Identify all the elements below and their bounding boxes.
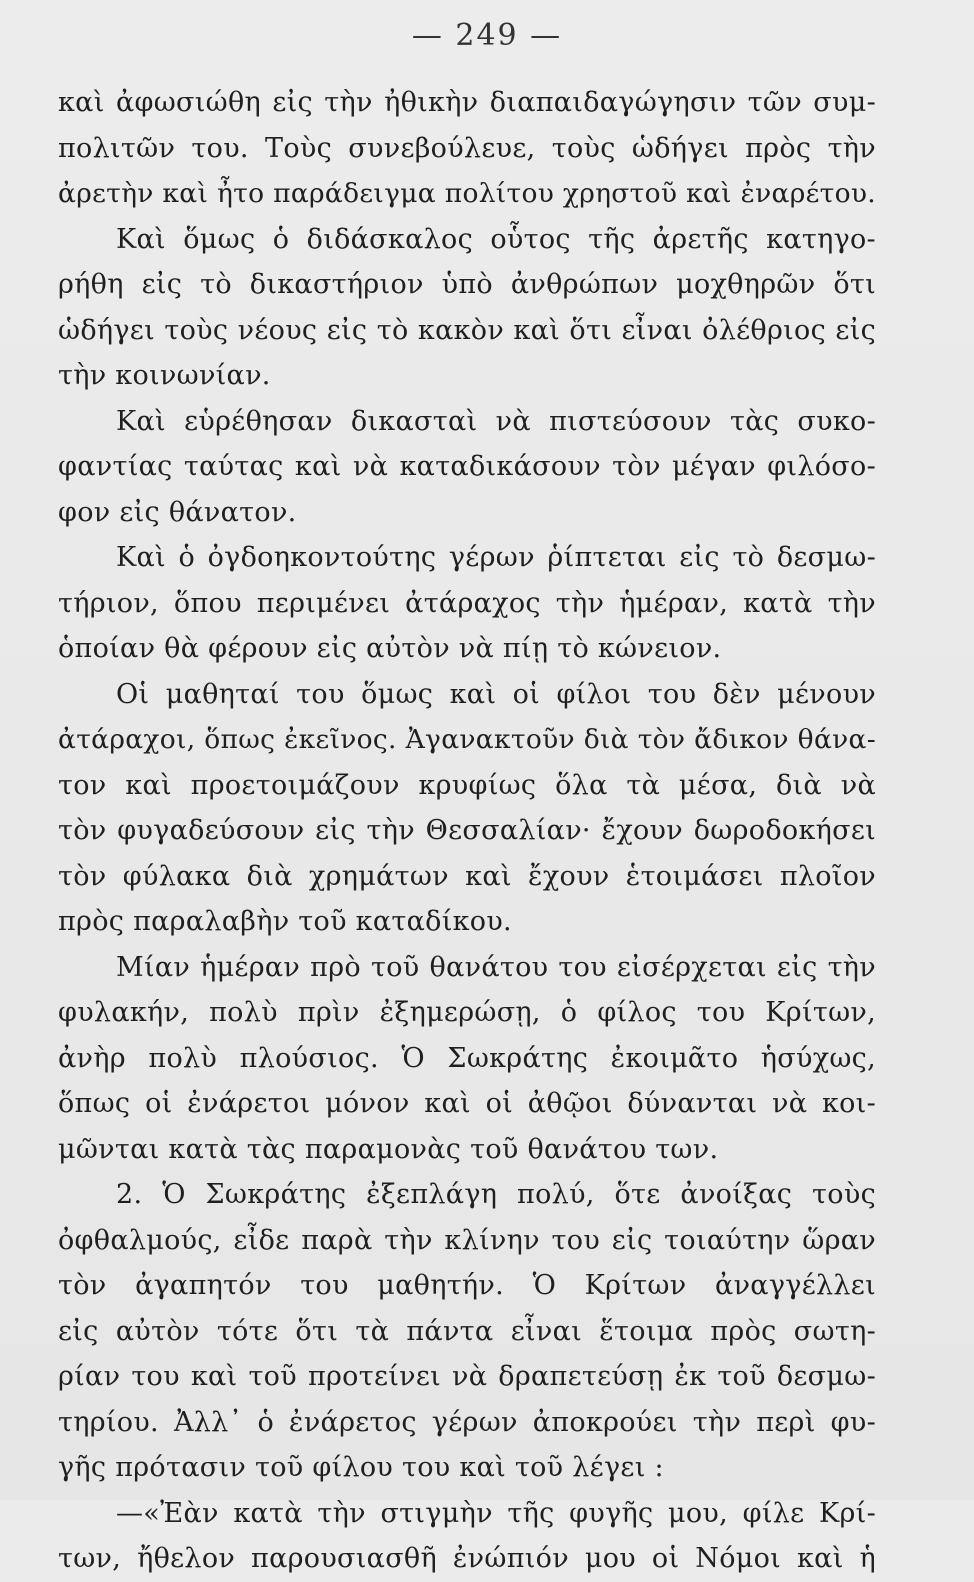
text-line: φυλακήν, πολὺ πρὶν ἐξημερώσῃ, ὁ φίλος του Κρίτων, bbox=[58, 997, 876, 1028]
text-line: Μίαν ἡμέραν πρὸ τοῦ θανάτου του εἰσέρχεται εἰς τὴν bbox=[116, 951, 876, 983]
text-line: τὴν κοινωνίαν. bbox=[58, 360, 271, 391]
text-line: ρήθη εἰς τὸ δικαστήριον ὑπὸ ἀνθρώπων μοχθηρῶν ὅτι bbox=[58, 269, 876, 300]
text-line: πολιτῶν του. Τοὺς συνεβούλευε, τοὺς ὡδήγει πρὸς τὴν bbox=[58, 132, 876, 164]
text-line: Καὶ ὁ ὀγδοηκοντούτης γέρων ῥίπτεται εἰς τὸ δεσμω- bbox=[116, 542, 876, 573]
text-line: Καὶ ὅμως ὁ διδάσκαλος οὗτος τῆς ἀρετῆς κατηγο- bbox=[116, 223, 876, 255]
text-line: ὁποίαν θὰ φέρουν εἰς αὐτὸν νὰ πίῃ τὸ κώνειον. bbox=[58, 633, 722, 664]
text-line: γῆς πρότασιν τοῦ φίλου του καὶ τοῦ λέγει : bbox=[58, 1452, 664, 1483]
text-line: τήριον, ὅπου περιμένει ἀτάραχος τὴν ἡμέραν, κατὰ τὴν bbox=[58, 587, 876, 619]
text-line: τὸν φύλακα διὰ χρημάτων καὶ ἔχουν ἑτοιμάσει πλοῖον bbox=[58, 860, 876, 892]
text-line: 2. Ὁ Σωκράτης ἐξεπλάγη πολύ, ὅτε ἀνοίξας τοὺς bbox=[116, 1179, 876, 1210]
text-line: ρίαν του καὶ τοῦ προτείνει νὰ δραπετεύσῃ ἐκ τοῦ δεσμω- bbox=[58, 1361, 876, 1392]
text-line: ὀφθαλμούς, εἶδε παρὰ τὴν κλίνην του εἰς τοιαύτην ὥραν bbox=[58, 1224, 876, 1256]
text-line: ὡδήγει τοὺς νέους εἰς τὸ κακὸν καὶ ὅτι εἶναι ὀλέθριος εἰς bbox=[58, 314, 876, 346]
text-line: ἀτάραχοι, ὅπως ἐκεῖνος. Ἀγανακτοῦν διὰ τὸν ἄδικον θάνα- bbox=[58, 724, 876, 755]
text-line: μῶνται κατὰ τὰς παραμονὰς τοῦ θανάτου των. bbox=[58, 1133, 719, 1165]
text-line: πρὸς παραλαβὴν τοῦ καταδίκου. bbox=[58, 906, 512, 937]
text-line: ἀνὴρ πολὺ πλούσιος. Ὁ Σωκράτης ἐκοιμᾶτο ἡσύχως, bbox=[58, 1042, 876, 1074]
text-line: —«Ἐὰν κατὰ τὴν στιγμὴν τῆς φυγῆς μου, φίλε Κρί- bbox=[116, 1497, 876, 1529]
text-line: των, ἤθελον παρουσιασθῆ ἐνώπιόν μου οἱ Νόμοι καὶ ἡ bbox=[58, 1543, 876, 1574]
text-line: τὸν φυγαδεύσουν εἰς τὴν Θεσσαλίαν· ἔχουν δωροδοκήσει bbox=[58, 815, 876, 846]
text-line: φαντίας ταύτας καὶ νὰ καταδικάσουν τὸν μέγαν φιλόσο- bbox=[58, 451, 876, 482]
text-line: φον εἰς θάνατον. bbox=[58, 496, 297, 528]
text-line: ὅπως οἱ ἐνάρετοι μόνον καὶ οἱ ἀθῷοι δύνανται νὰ κοι- bbox=[58, 1088, 876, 1119]
text-line: Καὶ εὑρέθησαν δικασταὶ νὰ πιστεύσουν τὰς συκο- bbox=[116, 405, 876, 437]
text-line: τον καὶ προετοιμάζουν κρυφίως ὅλα τὰ μέσα, διὰ νὰ bbox=[58, 769, 876, 801]
text-line: τὸν ἀγαπητόν του μαθητήν. Ὁ Κρίτων ἀναγγέλλει bbox=[58, 1270, 876, 1301]
text-line: τηρίου. Ἀλλ᾽ ὁ ἐνάρετος γέρων ἀποκρούει τὴν περὶ φυ- bbox=[58, 1406, 876, 1438]
text-line: Οἱ μαθηταί του ὅμως καὶ οἱ φίλοι του δὲν μένουν bbox=[116, 678, 876, 710]
text-line: ἀρετὴν καὶ ἦτο παράδειγμα πολίτου χρηστοῦ καὶ ἐναρέτου. bbox=[58, 178, 876, 209]
text-line: καὶ ἀφωσιώθη εἰς τὴν ἠθικὴν διαπαιδαγώγησιν τῶν συμ- bbox=[58, 87, 876, 118]
body-text bbox=[58, 80, 876, 1582]
text-line: εἰς αὐτὸν τότε ὅτι τὰ πάντα εἶναι ἕτοιμα πρὸς σωτη- bbox=[58, 1315, 876, 1347]
page-number: — 249 — bbox=[411, 18, 563, 53]
